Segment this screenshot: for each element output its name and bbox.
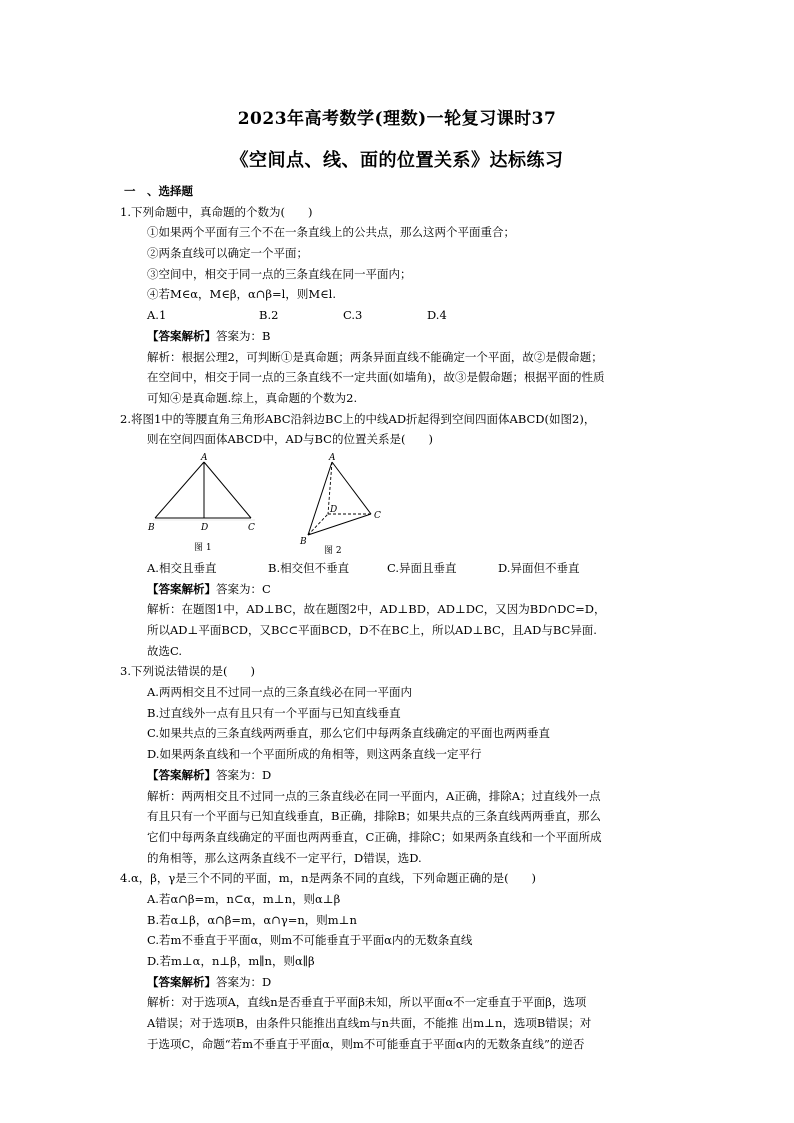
q3-analysis: 有且只有一个平面与已知直线垂直，B正确，排除B；如果共点的三条直线两两垂直，那么 xyxy=(147,809,601,824)
figure-1-caption: 图 1 xyxy=(194,542,212,553)
point-b-label: B xyxy=(148,522,155,533)
q2-analysis: 故选C. xyxy=(147,643,183,658)
q4-analysis: A错误；对于选项B，由条件只能推出直线m与n共面，不能推 出m⊥n，选项B错误；对 xyxy=(147,1016,592,1031)
answer-label: 【答案解析】 xyxy=(147,581,216,596)
q2-choice-d: D.异面但不垂直 xyxy=(498,560,580,575)
q2-stem: 则在空间四面体ABCD中，AD与BC的位置关系是( ) xyxy=(147,432,433,447)
figure-1-diagram xyxy=(147,452,257,556)
q4-analysis: 于选项C，命题“若m不垂直于平面α，则m不可能垂直于平面α内的无数条直线”的逆否 xyxy=(147,1036,585,1051)
q4-option-b: B.若α⊥β，α∩β=m，α∩γ=n，则m⊥n xyxy=(147,912,357,927)
answer-label: 【答案解析】 xyxy=(147,767,216,782)
segment-ab xyxy=(155,462,204,518)
q2-choice-c: C.异面且垂直 xyxy=(387,560,457,575)
q2-choice-b: B.相交但不垂直 xyxy=(268,560,350,575)
segment-bc xyxy=(308,514,371,535)
answer-text: 答案为：D xyxy=(216,974,272,989)
q4-answer xyxy=(120,972,680,993)
q4-stem: 4.α，β，γ是三个不同的平面，m，n是两条不同的直线，下列命题正确的是( ) xyxy=(120,871,537,886)
q3-stem: 3.下列说法错误的是( ) xyxy=(120,664,255,679)
q1-answer xyxy=(120,326,680,347)
point-c-label: C xyxy=(374,510,381,521)
figure-1 xyxy=(147,452,257,563)
document-body xyxy=(120,181,680,1054)
q1-stem: 1.下列命题中，真命题的个数为( ) xyxy=(120,204,313,219)
point-a-label: A xyxy=(201,452,208,463)
figure-2 xyxy=(297,452,387,563)
q2-analysis: 解析：在题图1中，AD⊥BC，故在题图2中，AD⊥BD，AD⊥DC，又因为BD∩DC=D， xyxy=(147,602,606,617)
point-d-label: D xyxy=(330,504,338,515)
q2-choice-a: A.相交且垂直 xyxy=(147,560,217,575)
answer-text: 答案为：C xyxy=(216,581,271,596)
segment-ab xyxy=(308,462,332,535)
q1-choice-b: B.2 xyxy=(259,308,279,323)
q4-option-c: C.若m不垂直于平面α，则m不可能垂直于平面α内的无数条直线 xyxy=(147,933,473,948)
q2-figures xyxy=(147,452,680,558)
q3-option-c: C.如果共点的三条直线两两垂直，那么它们中每两条直线确定的平面也两两垂直 xyxy=(147,726,551,741)
q1-analysis: 在空间中，相交于同一点的三条直线不一定共面(如墙角)，故③是假命题；根据平面的性质 xyxy=(147,370,605,385)
q4-option-a: A.若α∩β=m，n⊂α，m⊥n，则α⊥β xyxy=(147,891,341,906)
q3-option-d: D.如果两条直线和一个平面所成的角相等，则这两条直线一定平行 xyxy=(147,747,482,762)
q1-item: ①如果两个平面有三个不在一条直线上的公共点，那么这两个平面重合； xyxy=(147,225,515,240)
q1-choice-a: A.1 xyxy=(147,308,167,323)
figure-2-diagram xyxy=(297,452,387,556)
point-a-label: A xyxy=(329,452,336,463)
q1-choice-d: D.4 xyxy=(427,308,447,323)
q1-analysis: 可知④是真命题.综上，真命题的个数为2. xyxy=(147,390,358,405)
q1-analysis: 解析：根据公理2，可判断①是真命题；两条异面直线不能确定一个平面，故②是假命题； xyxy=(147,349,603,364)
document-subtitle: 《空间点、线、面的位置关系》达标练习 xyxy=(230,150,564,171)
q3-analysis: 它们中每两条直线确定的平面也两两垂直，C正确，排除C；如果两条直线和一个平面所成 xyxy=(147,829,602,844)
q3-answer xyxy=(120,765,680,786)
q3-analysis: 的角相等，那么这两条直线不一定平行，D错误，选D. xyxy=(147,850,422,865)
segment-ac xyxy=(204,462,251,518)
q4-analysis: 解析：对于选项A，直线n是否垂直于平面β未知，所以平面α不一定垂直于平面β，选项 xyxy=(147,995,587,1010)
q1-choice-c: C.3 xyxy=(343,308,363,323)
point-d-label: D xyxy=(201,522,209,533)
q3-analysis: 解析：两两相交且不过同一点的三条直线必在同一平面内，A正确，排除A；过直线外一点 xyxy=(147,788,601,803)
answer-text: 答案为：B xyxy=(216,328,271,343)
figure-2-caption: 图 2 xyxy=(324,545,342,556)
q1-choices xyxy=(120,305,680,326)
answer-label: 【答案解析】 xyxy=(147,328,216,343)
q3-option-a: A.两两相交且不过同一点的三条直线必在同一平面内 xyxy=(147,685,412,700)
answer-text: 答案为：D xyxy=(216,767,272,782)
point-b-label: B xyxy=(300,536,307,547)
q2-answer xyxy=(120,579,680,600)
q1-item: ④若M∈α，M∈β，α∩β=l，则M∈l. xyxy=(147,287,336,302)
segment-ac xyxy=(332,462,371,514)
q1-item: ②两条直线可以确定一个平面； xyxy=(147,246,308,261)
point-c-label: C xyxy=(248,522,255,533)
q2-analysis: 所以AD⊥平面BCD，又BC⊂平面BCD，D不在BC上，所以AD⊥BC，且AD与BC异面. xyxy=(147,623,597,637)
document-title: 2023年高考数学(理数)一轮复习课时37 xyxy=(237,109,557,129)
q1-item: ③空间中，相交于同一点的三条直线在同一平面内； xyxy=(147,266,412,281)
section-heading: 一 、选择题 xyxy=(124,184,193,198)
q4-option-d: D.若m⊥α，n⊥β，m∥n，则α∥β xyxy=(147,954,315,968)
q2-stem: 2.将图1中的等腰直角三角形ABC沿斜边BC上的中线AD折起得到空间四面体ABCD(如图2)， xyxy=(120,411,596,426)
answer-label: 【答案解析】 xyxy=(147,974,216,989)
q3-option-b: B.过直线外一点有且只有一个平面与已知直线垂直 xyxy=(147,705,401,720)
